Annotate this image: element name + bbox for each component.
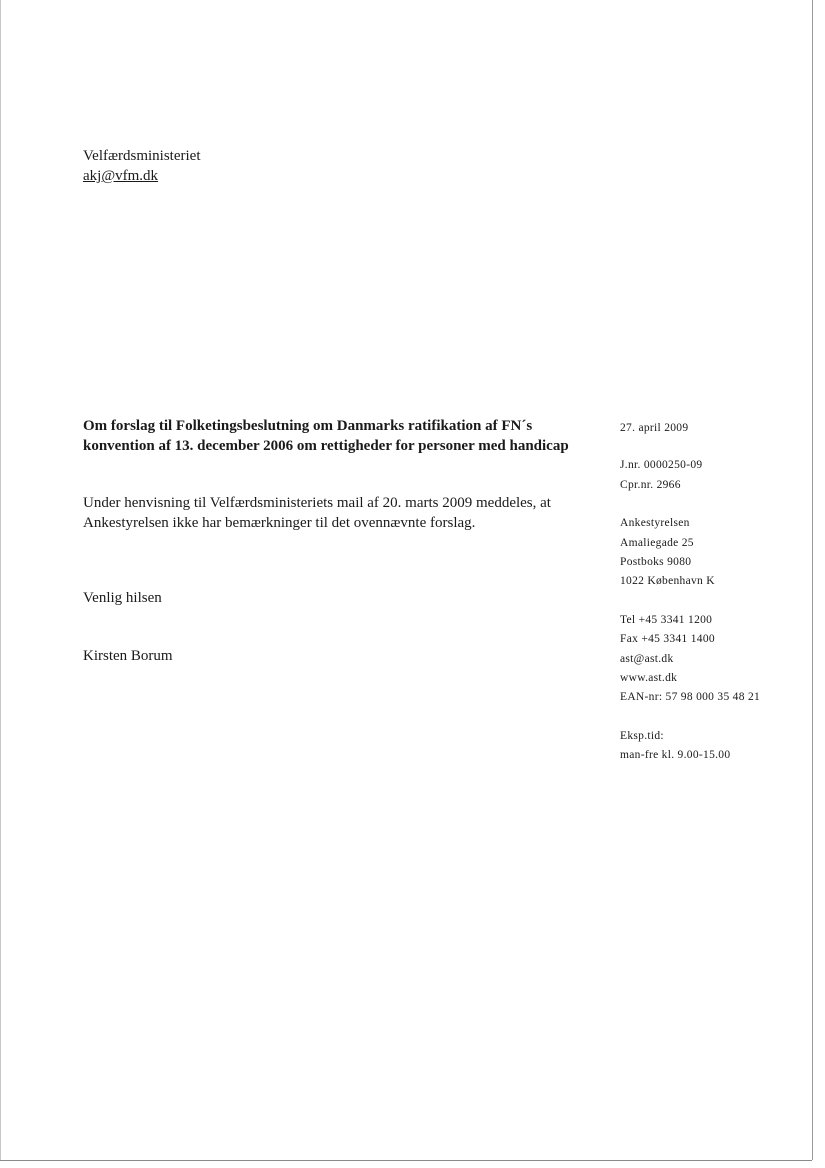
contact-fax: Fax +45 3341 1400 — [620, 633, 715, 646]
signature-name: Kirsten Borum — [83, 648, 173, 664]
scan-edge-left — [0, 0, 1, 1160]
sender-info-sidebar — [620, 419, 810, 766]
reference-cpr: Cpr.nr. 2966 — [620, 478, 681, 491]
body-line-1: Under henvisning til Velfærdsministeriets mail af 20. marts 2009 meddeles, at — [83, 495, 551, 511]
hours-value: man-fre kl. 9.00-15.00 — [620, 749, 731, 762]
scan-edge-bottom — [0, 1160, 812, 1161]
closing-greeting: Venlig hilsen — [83, 590, 162, 606]
address-city: 1022 København K — [620, 575, 715, 588]
contact-tel: Tel +45 3341 1200 — [620, 613, 713, 626]
address-pobox: Postboks 9080 — [620, 556, 692, 569]
address-org: Ankestyrelsen — [620, 517, 690, 530]
scan-edge-right — [812, 0, 813, 1160]
recipient-block — [83, 146, 200, 186]
subject-line-2: konvention af 13. december 2006 om rettigheder for personer med handicap — [83, 438, 569, 454]
contact-ean: EAN-nr: 57 98 000 35 48 21 — [620, 691, 761, 704]
subject-line-1: Om forslag til Folketingsbeslutning om Danmarks ratifikation af FN´s — [83, 418, 533, 434]
letter-body — [83, 493, 603, 533]
contact-website: www.ast.dk — [620, 672, 678, 685]
address-street: Amaliegade 25 — [620, 536, 694, 549]
hours-label: Eksp.tid: — [620, 729, 664, 742]
letter-date: 27. april 2009 — [620, 422, 689, 434]
recipient-name: Velfærdsministeriet — [83, 148, 201, 164]
subject-heading — [83, 416, 603, 456]
contact-email: ast@ast.dk — [620, 652, 674, 665]
reference-journal: J.nr. 0000250-09 — [620, 459, 703, 472]
recipient-email: akj@vfm.dk — [83, 168, 159, 184]
body-line-2: Ankestyrelsen ikke har bemærkninger til det ovennævnte forslag. — [83, 515, 476, 531]
